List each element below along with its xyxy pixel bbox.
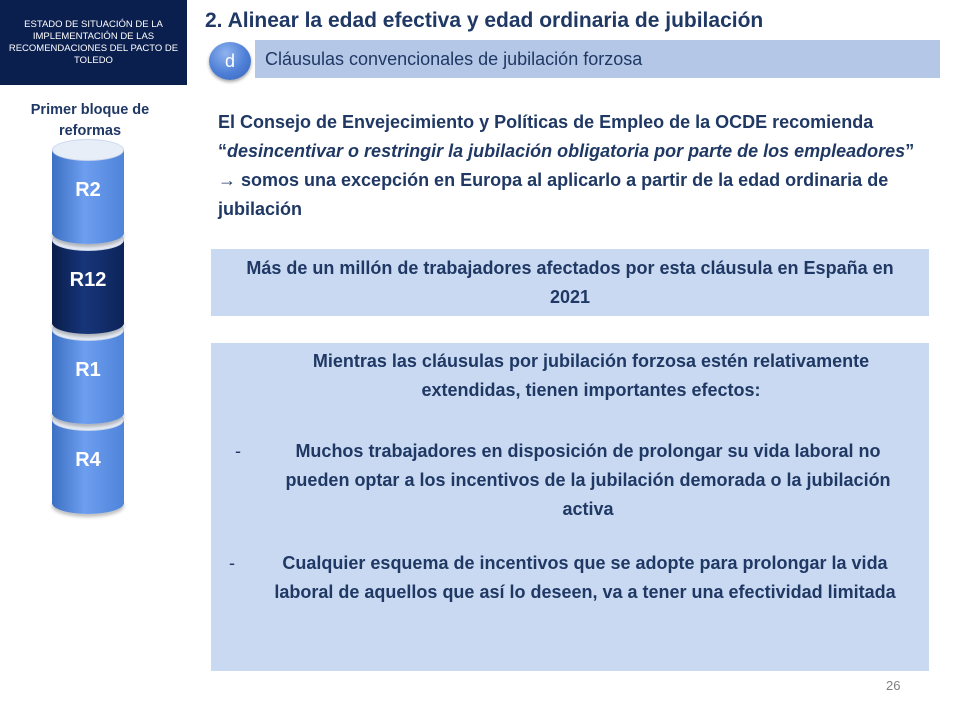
highlight-text: Más de un millón de trabajadores afectados por esta cláusula en España en 2021 bbox=[246, 257, 894, 307]
reform-cylinder-r4 bbox=[52, 412, 124, 508]
reform-cylinder-r12 bbox=[52, 232, 124, 328]
bullet-text: Cualquier esquema de incentivos que se adopte para prolongar la vida laboral de aquellos que así lo deseen, va a tener una efectividad limitada bbox=[274, 553, 896, 602]
reform-cylinder-r1 bbox=[52, 322, 124, 418]
reform-label-r1: R1 bbox=[75, 358, 101, 381]
oecd-quote: desincentivar o restringir la jubilación obligatoria por parte de los empleadores bbox=[227, 141, 906, 161]
reform-label-r12: R12 bbox=[69, 268, 107, 291]
reform-label-r2: R2 bbox=[75, 178, 101, 201]
bullet-marker: - bbox=[229, 553, 235, 573]
oecd-paragraph bbox=[218, 108, 918, 224]
report-header-box bbox=[0, 0, 187, 85]
report-header-text: ESTADO DE SITUACIÓN DE LA IMPLEMENTACIÓN DE LAS RECOMENDACIONES DEL PACTO DE TOLEDO bbox=[8, 18, 179, 66]
section-label: Cláusulas convencionales de jubilación forzosa bbox=[265, 48, 643, 69]
effects-box bbox=[211, 343, 929, 671]
page-number: 26 bbox=[886, 678, 901, 693]
oecd-paragraph-part2: ” → somos una excepción en Europa al aplicarlo a partir de la edad ordinaria de jubilación bbox=[218, 141, 915, 219]
section-badge-letter: d bbox=[224, 50, 235, 71]
sidebar-title: Primer bloque de reformas bbox=[30, 102, 150, 139]
bullet-marker: - bbox=[235, 441, 241, 461]
section-bar bbox=[255, 40, 940, 78]
highlight-box bbox=[211, 249, 929, 316]
section-badge bbox=[209, 42, 251, 80]
slide-title: 2. Alinear la edad efectiva y edad ordinaria de jubilación bbox=[205, 9, 764, 32]
bullet-text: Muchos trabajadores en disposición de prolongar su vida laboral no pueden optar a los incentivos de la jubilación demorada o la jubilación activa bbox=[285, 441, 891, 519]
effects-intro: Mientras las cláusulas por jubilación forzosa estén relativamente extendidas, tienen importantes efectos: bbox=[312, 351, 870, 400]
oecd-paragraph-part1: El Consejo de Envejecimiento y Políticas de Empleo de la OCDE recomienda “ bbox=[218, 112, 874, 161]
effects-bullet bbox=[235, 437, 915, 524]
reform-stack bbox=[52, 140, 124, 530]
effects-bullet bbox=[229, 549, 915, 607]
reform-label-r4: R4 bbox=[75, 448, 101, 471]
reform-cylinder-r2 bbox=[52, 142, 124, 238]
